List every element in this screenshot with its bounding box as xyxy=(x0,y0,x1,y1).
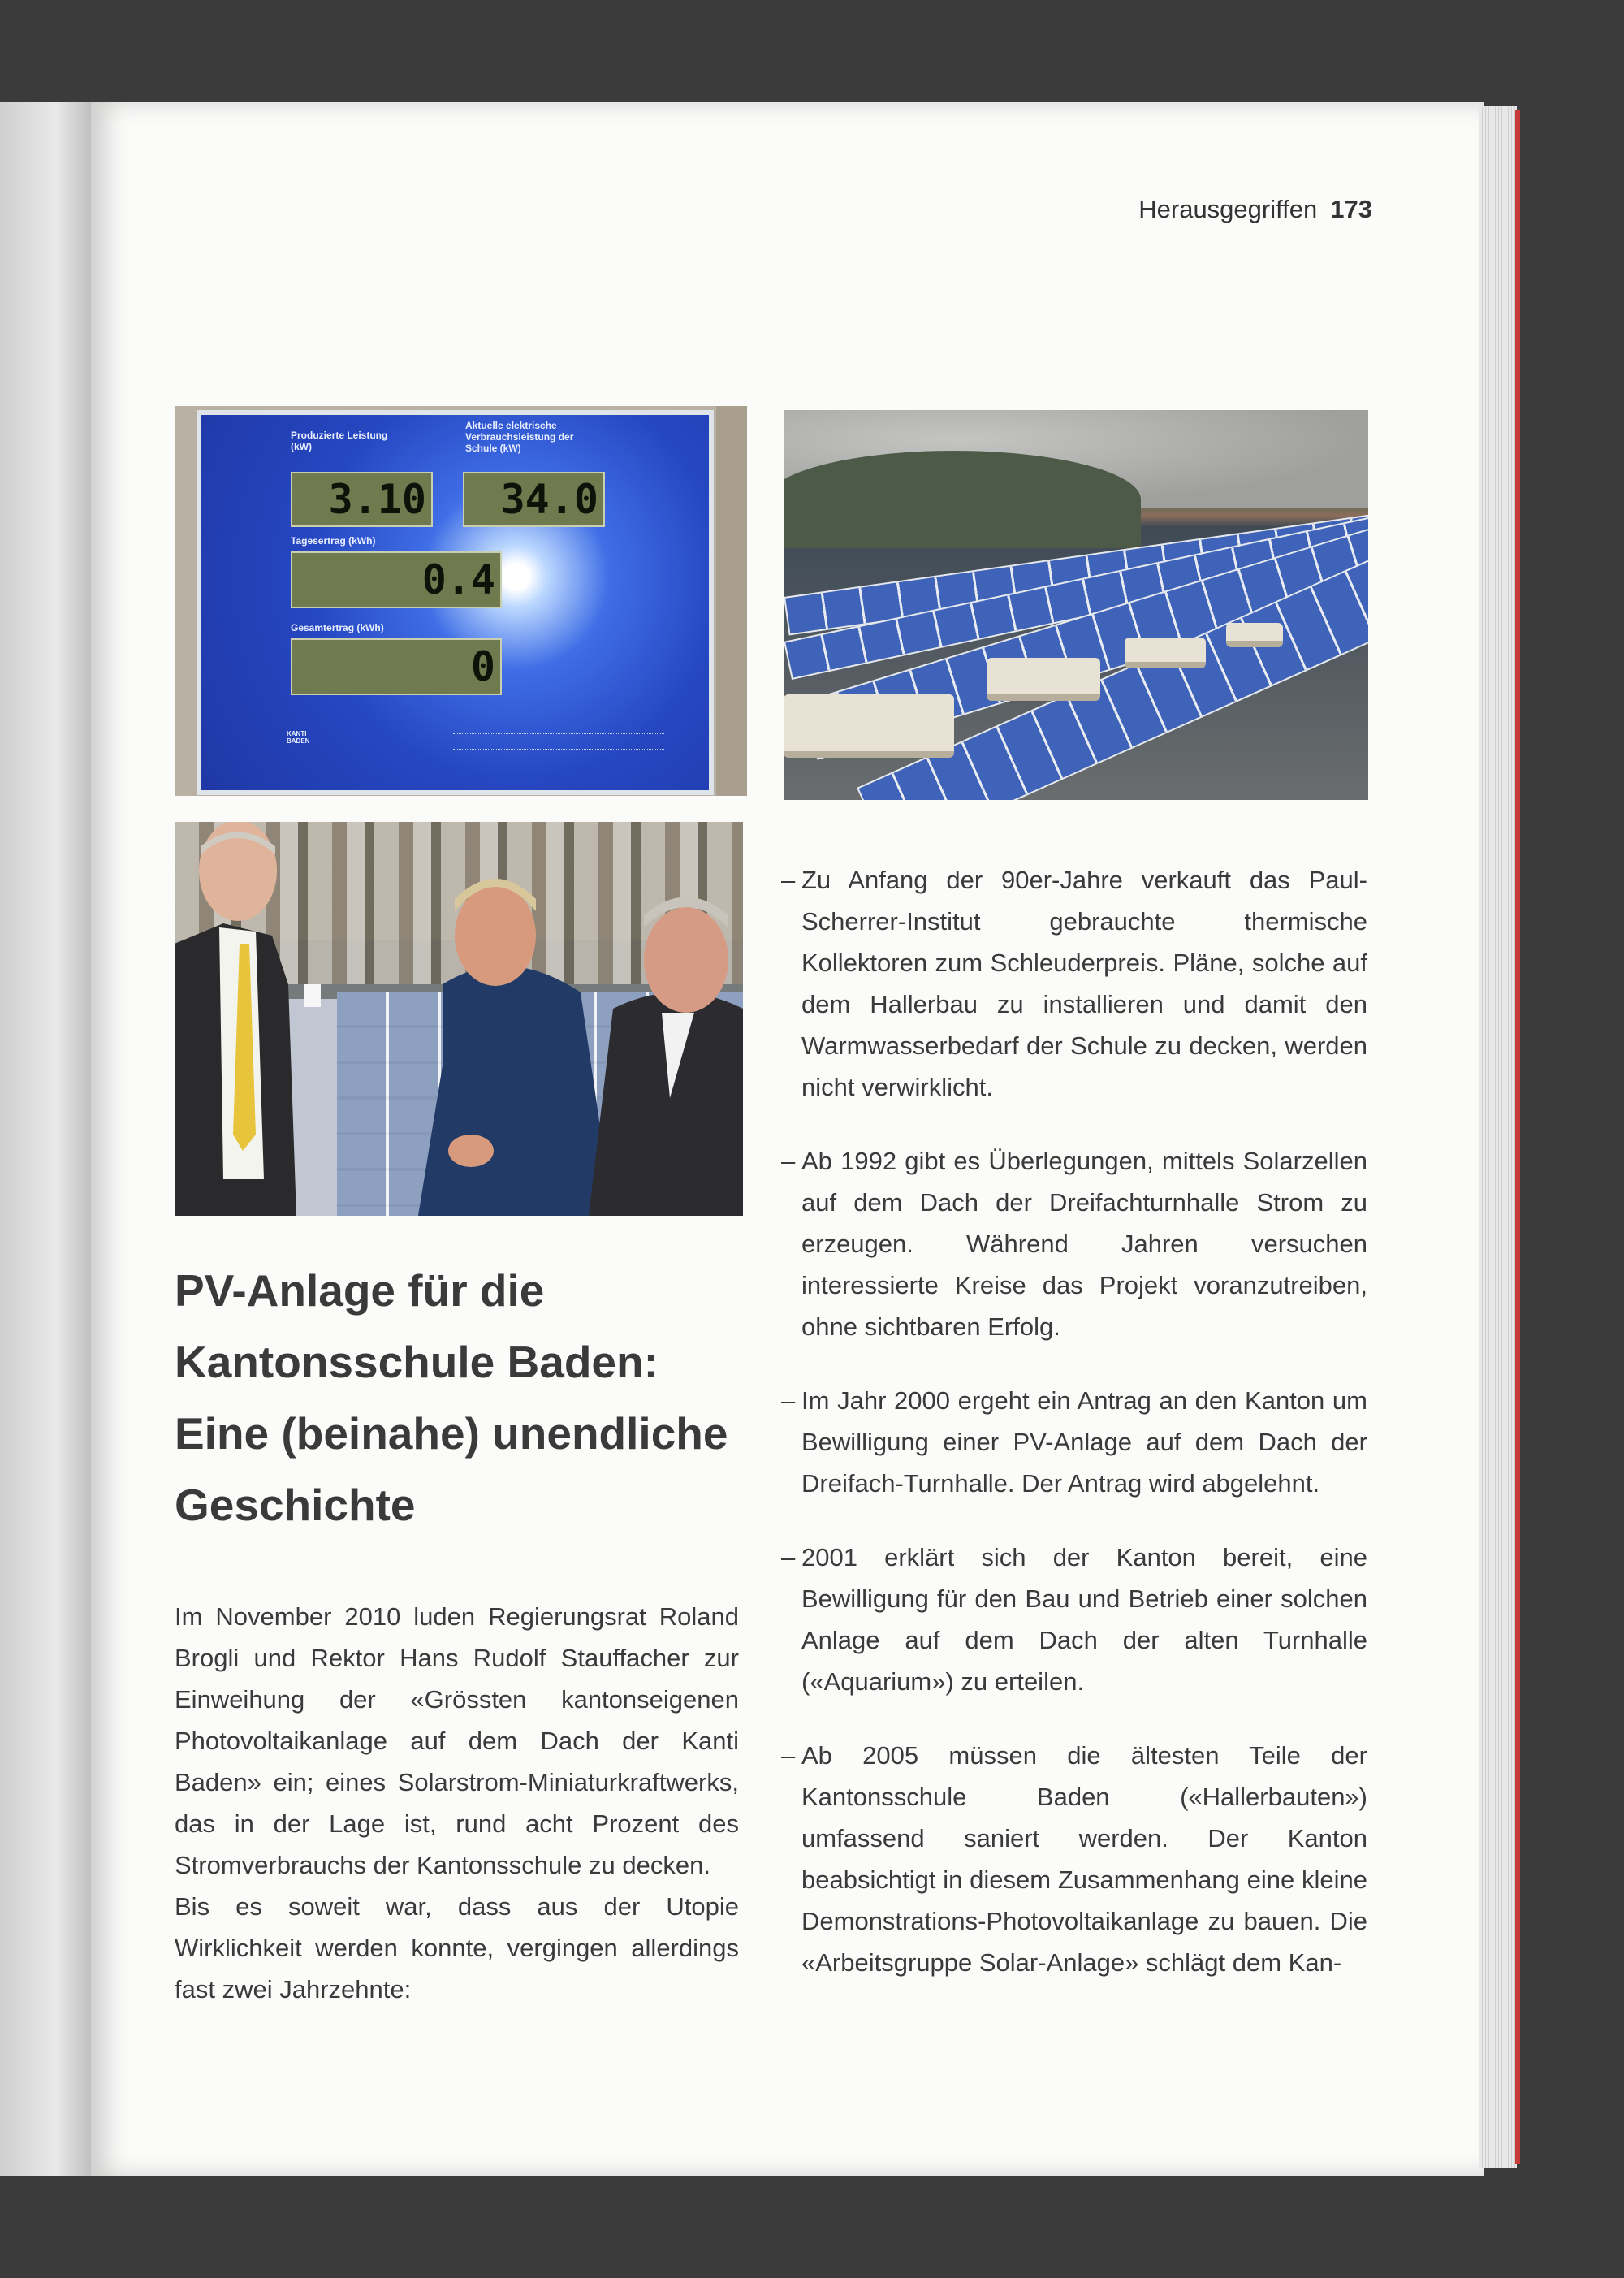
label-consumption: Aktuelle elektrische Verbrauchsleistung der Schule (kW) xyxy=(465,420,574,454)
intro-paragraph-2: Bis es soweit war, dass aus der Utopie Wirklichkeit werden konnte, vergingen allerdings fast zwei Jahrzehnte: xyxy=(175,1892,739,2004)
section-title: Herausgegriffen xyxy=(1138,195,1318,223)
lcd-produced: 3.10 xyxy=(291,472,433,527)
lcd-daily: 0.4 xyxy=(291,551,502,608)
label-produced: Produzierte Leistung (kW) xyxy=(291,430,388,452)
timeline-item: – Ab 2005 müssen die ältesten Teile der Kantonsschule Baden («Hallerbauten») umfassend saniert werden. Der Kanton beabsichtigt in diesem Zusammenhang eine kleine Demonstrations-Photovoltaikanlage zu bauen. Die «Arbeitsgruppe Solar-Anlage» schlägt dem Kan- xyxy=(781,1735,1367,1983)
roof-skylight xyxy=(1226,623,1283,647)
roof-skylight xyxy=(987,658,1100,701)
timeline-item: – Ab 1992 gibt es Überlegungen, mittels Solarzellen auf dem Dach der Dreifachturnhalle Strom zu erzeugen. Während Jahren versuchen interessierte Kreise das Projekt voranzutreiben, ohne sichtbaren Erfolg. xyxy=(781,1140,1367,1347)
photo-people-on-roof xyxy=(175,822,743,1216)
three-men-figures xyxy=(175,822,743,1216)
timeline-item: – Zu Anfang der 90er-Jahre verkauft das Paul-Scherrer-Institut gebrauchte thermische Kollektoren zum Schleuderpreis. Pläne, solche auf dem Hallerbau zu installieren und damit den Warmwasserbedarf der Schule zu decken, werden nicht verwirklicht. xyxy=(781,859,1367,1108)
hillside xyxy=(784,451,1141,548)
left-page-edge xyxy=(0,102,93,2176)
board-logo: KANTI BADEN xyxy=(287,730,310,745)
roof-skylight xyxy=(784,694,954,758)
board-fine-print xyxy=(453,733,664,750)
roof-skylight xyxy=(1125,638,1206,668)
intro-paragraph-1: Im November 2010 luden Regierungsrat Roland Brogli und Rektor Hans Rudolf Stauffacher zur Einweihung der «Grössten kantonseigenen Photovoltaikanlage auf dem Dach der Kanti Baden» ein; eines Solarstrom-Miniaturkraftwerks, das in der Lage ist, rund acht Prozent des Stromverbrauchs der Kantonsschule zu decken. xyxy=(175,1602,739,1879)
photo-solar-roof xyxy=(784,410,1368,800)
energy-display-board xyxy=(197,410,714,795)
red-cover-edge xyxy=(1515,110,1520,2164)
lcd-consumption: 34.0 xyxy=(463,472,605,527)
label-total: Gesamtertrag (kWh) xyxy=(291,622,384,633)
photo-display-board xyxy=(175,406,747,796)
page-stack-edge xyxy=(1479,106,1517,2168)
timeline-item: – 2001 erklärt sich der Kanton bereit, eine Bewilligung für den Bau und Betrieb einer solchen Anlage auf dem Dach der alten Turnhalle («Aquarium») zu erteilen. xyxy=(781,1537,1367,1702)
running-header xyxy=(1138,195,1372,224)
intro-text xyxy=(175,1596,739,2010)
page-number: 173 xyxy=(1330,195,1372,223)
timeline-item: – Im Jahr 2000 ergeht ein Antrag an den Kanton um Bewilligung einer PV-Anlage auf dem Dach der Dreifach-Turnhalle. Der Antrag wird abgelehnt. xyxy=(781,1380,1367,1504)
article-title: PV-Anlage für die Kantonsschule Baden: Eine (beinahe) unendliche Geschichte xyxy=(175,1265,728,1530)
concrete-pillar xyxy=(716,406,747,796)
label-daily: Tagesertrag (kWh) xyxy=(291,535,376,547)
lcd-total: 0 xyxy=(291,638,502,695)
timeline-list xyxy=(781,859,1367,2016)
